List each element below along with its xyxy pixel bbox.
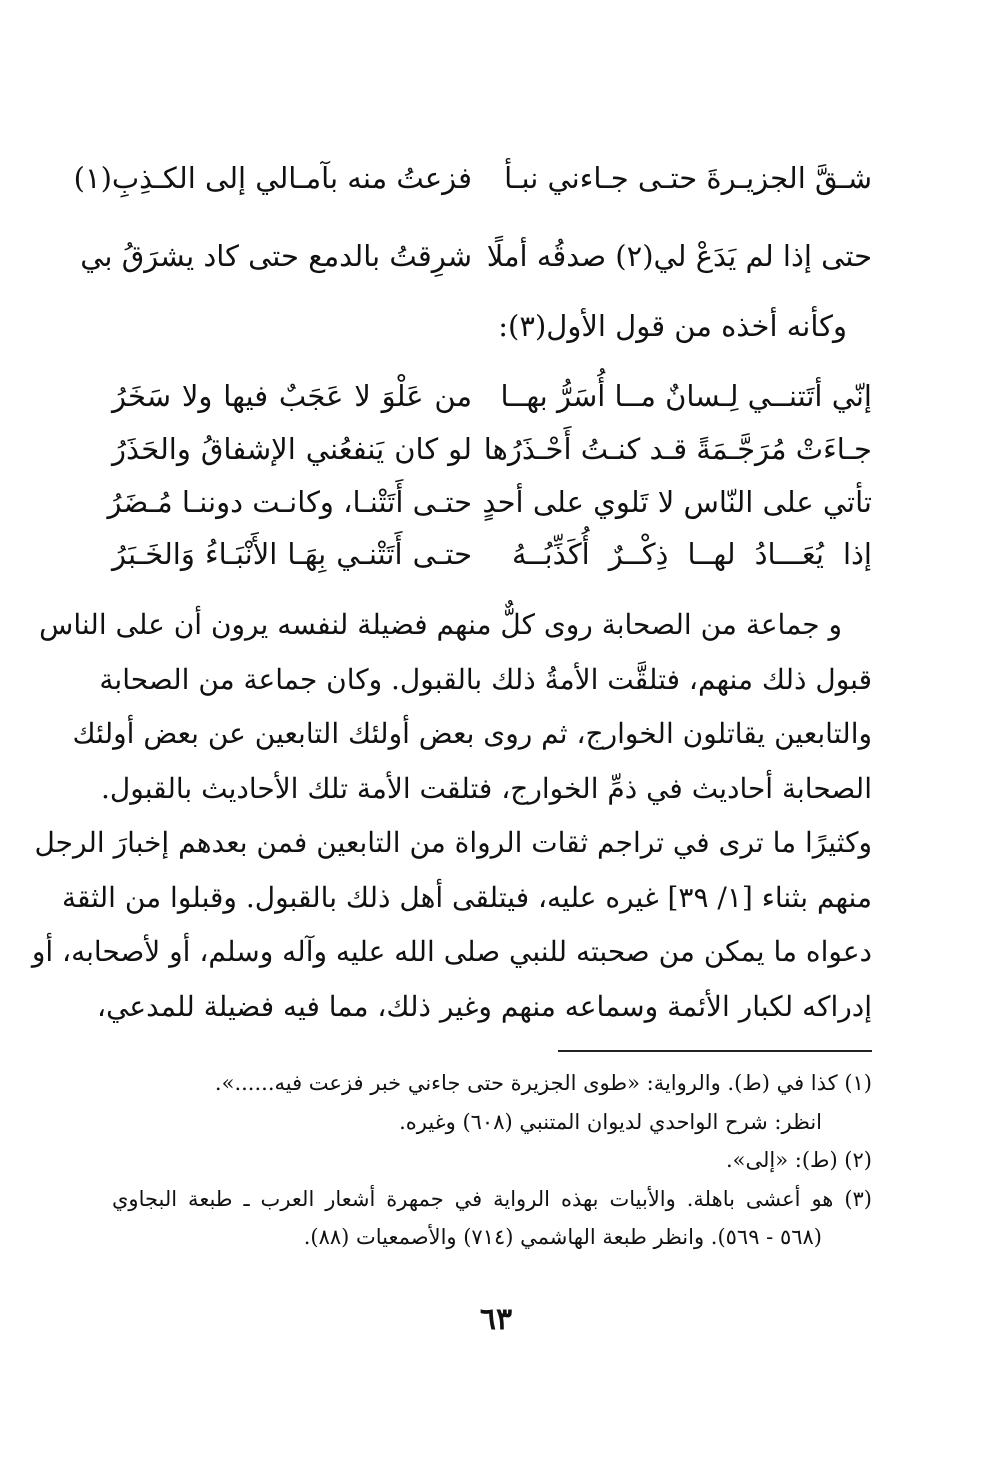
footnote-3-continuation: (٥٦٨ - ٥٦٩). وانظر طبعة الهاشمي (٧١٤) والأصمعيات (٨٨).: [303, 1225, 822, 1249]
paragraph-line: والتابعين يقاتلون الخوارج، ثم روى بعض أولئك التابعين عن بعض أولئك: [72, 717, 872, 750]
footnote-2: (٢) (ط): «إلى».: [725, 1148, 872, 1172]
paragraph-line: و جماعة من الصحابة روى كلٌّ منهم فضيلة لنفسه يرون أن على الناس: [39, 608, 842, 641]
verse-first-hemistich: إذا يُعَـــادُ لهــا ذِكْــرٌ أُكَذِّبُــهُ: [512, 537, 872, 571]
verse-first-hemistich: تأتي على النّاس لا تَلوي على أحدٍ: [482, 485, 872, 519]
footnote-1: (١) كذا في (ط). والرواية: «طوى الجزيرة حتى جاءني خبر فزعت فيه......».: [214, 1071, 872, 1095]
paragraph-line: وكثيرًا ما ترى في تراجم ثقات الرواة من التابعين فمن بعدهم إخبارَ الرجل: [34, 826, 872, 859]
verse-first-hemistich: إنّي أتَتنــي لِـسانٌ مــا أُسَرُّ بهــا: [500, 379, 872, 413]
verse-second-hemistich: فزعتُ منه بآمـالي إلى الكـذِبِ(١): [73, 161, 472, 195]
verse-second-hemistich: حتـى أَتَتْنـا، وكانـت دوننـا مُـضَرُ: [107, 485, 472, 519]
paragraph-line: منهم بثناء [١/ ٣٩] غيره عليه، فيتلقى أهل ذلك بالقبول. وقبلوا من الثقة: [62, 880, 872, 914]
verse-line: [73, 152, 872, 204]
verse-line: [112, 370, 872, 422]
verse-first-hemistich: حتى إذا لم يَدَعْ لي(٢) صدقُه أملًا: [486, 239, 872, 273]
verse-line: [112, 528, 872, 580]
body-paragraph: [31, 598, 872, 1034]
verse-second-hemistich: لو كان يَنفعُني الإشفاقُ والحَذَرُ: [112, 432, 472, 466]
footnote-1-continuation: انظر: شرح الواحدي لديوان المتنبي (٦٠٨) وغيره.: [399, 1109, 822, 1134]
footnote-separator: [558, 1050, 872, 1052]
paragraph-line: دعواه ما يمكن من صحبته للنبي صلى الله عليه وآله وسلم، أو لأصحابه، أو: [31, 935, 872, 968]
verse-first-hemistich: شـقَّ الجزيـرةَ حتـى جـاءني نبـأ: [504, 161, 872, 195]
verse-second-hemistich: شرِقتُ بالدمع حتى كاد يشرَقُ بي: [80, 239, 472, 273]
verse-line: [107, 476, 872, 528]
verse-second-hemistich: من عَلْوَ لا عَجَبٌ فيها ولا سَخَرُ: [112, 379, 472, 413]
footnote-3: (٣) هو أعشى باهلة. والأبيات بهذه الرواية في جمهرة أشعار العرب ـ طبعة البجاوي: [112, 1186, 872, 1211]
paragraph-line: الصحابة أحاديث في ذمِّ الخوارج، فتلقت الأمة تلك الأحاديث بالقبول.: [101, 771, 872, 805]
footnotes: [112, 1064, 872, 1257]
paragraph-line: إدراكه لكبار الأئمة وسماعه منهم وغير ذلك، مما فيه فضيلة للمدعي،: [97, 989, 872, 1023]
page-number: ٦٣: [479, 1302, 513, 1337]
intro-line: وكأنه أخذه من قول الأول(٣):: [498, 309, 847, 343]
verse-line: [80, 230, 872, 282]
verse-second-hemistich: حتـى أَتَتْنـي بِهَـا الأَنْبَـاءُ وَالخَـبَرُ: [112, 537, 472, 571]
verse-first-hemistich: جـاءَتْ مُرَجَّـمَةً قـد كنـتُ أَحْـذَرُها: [483, 432, 872, 466]
verse-line: [112, 423, 872, 475]
paragraph-line: قبول ذلك منهم، فتلقَّت الأمةُ ذلك بالقبول. وكان جماعة من الصحابة: [99, 662, 872, 696]
